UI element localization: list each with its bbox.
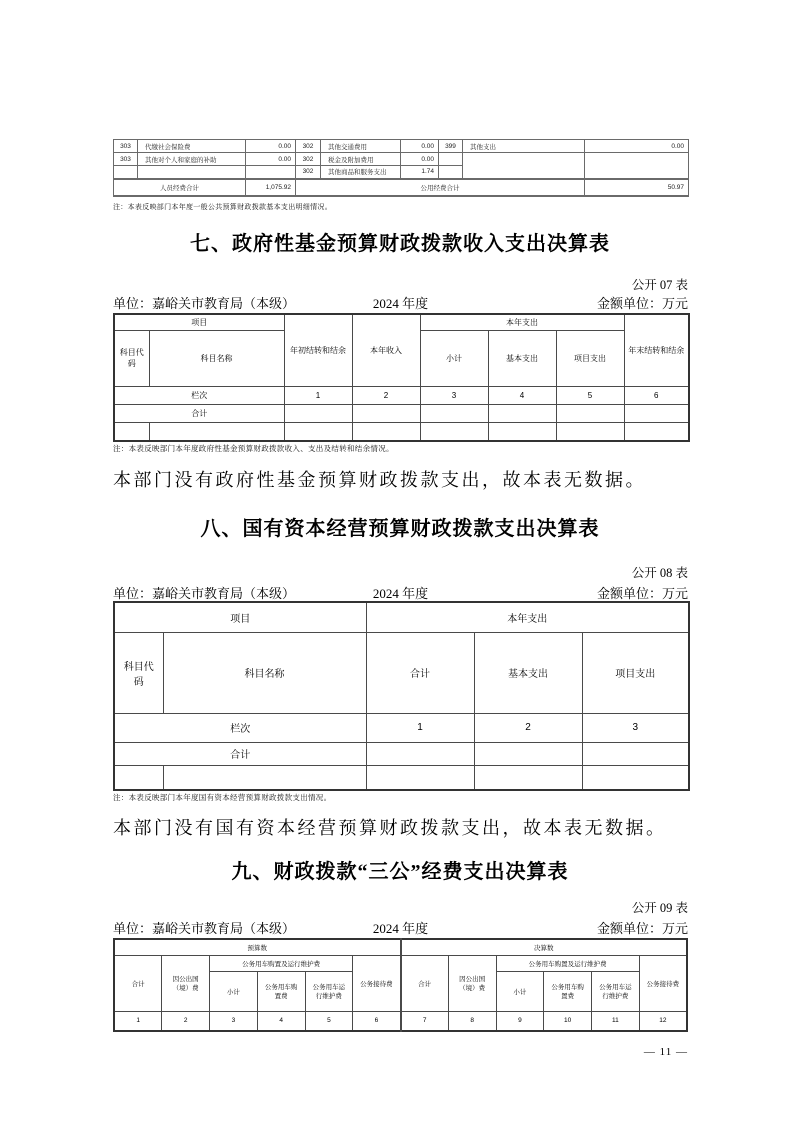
column-index: 3 <box>420 386 488 404</box>
empty-cell <box>246 166 296 179</box>
empty-cell <box>582 742 689 765</box>
empty-cell <box>488 422 556 441</box>
column-index-label: 栏次 <box>114 713 366 742</box>
amount: 0.00 <box>401 140 439 153</box>
subject-name: 其他交通费用 <box>321 140 401 153</box>
vehicle-purchase-header: 公务用车购置费 <box>544 971 592 1011</box>
table06-note: 注：本表反映部门本年度一般公共预算财政拨款基本支出明细情况。 <box>113 203 332 211</box>
total-header: 合计 <box>366 632 474 713</box>
year-expense-header: 本年支出 <box>420 314 624 330</box>
empty-cell <box>284 404 352 422</box>
section9-table-label: 公开 09 表 <box>631 901 688 915</box>
total-row <box>114 404 689 422</box>
section9-title: 九、财政拨款“三公”经费支出决算表 <box>231 861 569 883</box>
public-total-label: 公用经费合计 <box>296 179 585 196</box>
subject-code: 302 <box>296 153 321 166</box>
amount-unit: 金额单位：万元 <box>596 586 688 601</box>
header-row <box>114 632 689 713</box>
column-index: 1 <box>114 1011 162 1031</box>
subject-name: 税金及附加费用 <box>321 153 401 166</box>
public-total-value: 50.97 <box>585 179 689 196</box>
column-index: 2 <box>162 1011 210 1031</box>
table-row <box>114 140 689 153</box>
end-balance-header: 年末结转和结余 <box>624 314 689 386</box>
total-header: 合计 <box>114 955 162 1011</box>
subject-name-header: 科目名称 <box>163 632 366 713</box>
reception-expense-header: 公务接待费 <box>353 955 401 1011</box>
subtotal-header: 小计 <box>496 971 544 1011</box>
subject-name: 其他对个人和家庭的补助 <box>138 153 246 166</box>
vehicle-expense-group-header: 公务用车购置及运行维护费 <box>496 955 639 971</box>
subject-name: 代缴社会保险费 <box>138 140 246 153</box>
empty-cell <box>138 166 246 179</box>
column-index: 4 <box>257 1011 305 1031</box>
header-row <box>114 602 689 632</box>
basic-expenditure-table-continued <box>113 139 688 197</box>
budget-figures-header: 预算数 <box>114 939 401 955</box>
year-expense-header: 本年支出 <box>366 602 689 632</box>
empty-cell <box>114 166 138 179</box>
unit-name: 单位：嘉峪关市教育局（本级） <box>113 921 296 936</box>
total-row <box>114 742 689 765</box>
section8-title: 八、国有资本经营预算财政拨款支出决算表 <box>200 518 600 540</box>
column-index: 5 <box>556 386 624 404</box>
empty-cell <box>366 765 474 790</box>
empty-row <box>114 422 689 441</box>
empty-cell <box>624 422 689 441</box>
section8-no-data-statement: 本部门没有国有资本经营预算财政拨款支出，故本表无数据。 <box>113 818 667 838</box>
unit-name: 单位：嘉峪关市教育局（本级） <box>113 296 296 311</box>
amount: 1.74 <box>401 166 439 179</box>
subject-name-header: 科目名称 <box>149 330 284 386</box>
header-row <box>114 314 689 330</box>
empty-cell <box>284 422 352 441</box>
total-label: 合计 <box>114 742 366 765</box>
empty-cell <box>163 765 366 790</box>
abroad-expense-header: 因公出国（境）费 <box>448 955 496 1011</box>
basic-expense-header: 基本支出 <box>474 632 582 713</box>
empty-cell <box>149 422 284 441</box>
section7-no-data-statement: 本部门没有政府性基金预算财政拨款支出，故本表无数据。 <box>113 470 646 490</box>
section7-table-label: 公开 07 表 <box>631 278 688 292</box>
fiscal-year: 2024 年度 <box>372 586 429 601</box>
column-index-label: 栏次 <box>114 386 284 404</box>
column-index: 8 <box>448 1011 496 1031</box>
empty-cell <box>474 765 582 790</box>
column-index: 12 <box>639 1011 687 1031</box>
empty-cell <box>352 404 420 422</box>
column-index: 1 <box>284 386 352 404</box>
subject-name: 其他商品和服务支出 <box>321 166 401 179</box>
empty-cell <box>488 404 556 422</box>
subtotal-header: 小计 <box>420 330 488 386</box>
vehicle-purchase-header: 公务用车购置费 <box>257 971 305 1011</box>
column-index: 10 <box>544 1011 592 1031</box>
subject-code-header: 科目代码 <box>114 632 163 713</box>
project-expense-header: 项目支出 <box>582 632 689 713</box>
unit-name: 单位：嘉峪关市教育局（本级） <box>113 586 296 601</box>
project-header: 项目 <box>114 602 366 632</box>
subject-code: 303 <box>114 153 138 166</box>
personnel-total-label: 人员经费合计 <box>114 179 246 196</box>
total-label: 合计 <box>114 404 284 422</box>
amount: 0.00 <box>246 153 296 166</box>
section8-note: 注：本表反映部门本年度国有资本经营预算财政拨款支出情况。 <box>113 793 332 802</box>
subtotal-header: 小计 <box>210 971 258 1011</box>
project-header: 项目 <box>114 314 284 330</box>
column-index: 6 <box>624 386 689 404</box>
state-capital-table <box>113 601 688 791</box>
column-index: 6 <box>353 1011 401 1031</box>
empty-cell <box>582 765 689 790</box>
column-index: 2 <box>352 386 420 404</box>
vehicle-operation-header: 公务用车运行维护费 <box>592 971 640 1011</box>
gov-fund-table <box>113 313 688 442</box>
subject-name: 其他支出 <box>463 140 585 153</box>
section7-unit-line <box>113 293 688 309</box>
header-row <box>114 939 687 955</box>
empty-cell <box>352 422 420 441</box>
empty-cell <box>463 153 585 179</box>
totals-row <box>114 179 689 196</box>
empty-cell <box>585 153 689 179</box>
begin-balance-header: 年初结转和结余 <box>284 314 352 386</box>
abroad-expense-header: 因公出国（境）费 <box>162 955 210 1011</box>
subject-code: 399 <box>439 140 463 153</box>
final-figures-header: 决算数 <box>401 939 688 955</box>
empty-cell <box>439 166 463 179</box>
section9-unit-line <box>113 918 688 934</box>
amount: 0.00 <box>246 140 296 153</box>
column-index: 9 <box>496 1011 544 1031</box>
section8-table-label: 公开 08 表 <box>631 566 688 580</box>
column-index-row <box>114 713 689 742</box>
column-index: 5 <box>305 1011 353 1031</box>
empty-cell <box>366 742 474 765</box>
column-index: 7 <box>401 1011 449 1031</box>
fiscal-year: 2024 年度 <box>372 296 429 311</box>
subject-code-header: 科目代码 <box>114 330 149 386</box>
empty-cell <box>624 404 689 422</box>
column-index: 2 <box>474 713 582 742</box>
subject-code: 302 <box>296 166 321 179</box>
three-public-expense-table <box>113 938 688 1032</box>
column-index: 11 <box>592 1011 640 1031</box>
table-row <box>114 153 689 166</box>
basic-expense-header: 基本支出 <box>488 330 556 386</box>
column-index-row <box>114 386 689 404</box>
reception-expense-header: 公务接待费 <box>639 955 687 1011</box>
column-index: 3 <box>210 1011 258 1031</box>
empty-cell <box>474 742 582 765</box>
empty-cell <box>556 404 624 422</box>
column-index-row <box>114 1011 687 1031</box>
empty-cell <box>420 422 488 441</box>
subject-code: 302 <box>296 140 321 153</box>
amount-unit: 金额单位：万元 <box>596 296 688 311</box>
empty-cell <box>420 404 488 422</box>
amount: 0.00 <box>585 140 689 153</box>
column-index: 3 <box>582 713 689 742</box>
personnel-total-value: 1,075.92 <box>246 179 296 196</box>
column-index: 4 <box>488 386 556 404</box>
empty-cell <box>556 422 624 441</box>
year-income-header: 本年收入 <box>352 314 420 386</box>
empty-cell <box>439 153 463 166</box>
subject-code: 303 <box>114 140 138 153</box>
column-index: 1 <box>366 713 474 742</box>
empty-cell <box>114 765 163 790</box>
section7-title: 七、政府性基金预算财政拨款收入支出决算表 <box>190 233 610 255</box>
page-number: — 11 — <box>643 1046 688 1058</box>
section8-unit-line <box>113 583 688 599</box>
amount-unit: 金额单位：万元 <box>596 921 688 936</box>
header-row <box>114 955 687 971</box>
project-expense-header: 项目支出 <box>556 330 624 386</box>
empty-row <box>114 765 689 790</box>
empty-cell <box>114 422 149 441</box>
section7-note: 注：本表反映部门本年度政府性基金预算财政拨款收入、支出及结转和结余情况。 <box>113 444 394 453</box>
vehicle-expense-group-header: 公务用车购置及运行维护费 <box>210 955 353 971</box>
vehicle-operation-header: 公务用车运行维护费 <box>305 971 353 1011</box>
amount: 0.00 <box>401 153 439 166</box>
total-header: 合计 <box>401 955 449 1011</box>
fiscal-year: 2024 年度 <box>372 921 429 936</box>
